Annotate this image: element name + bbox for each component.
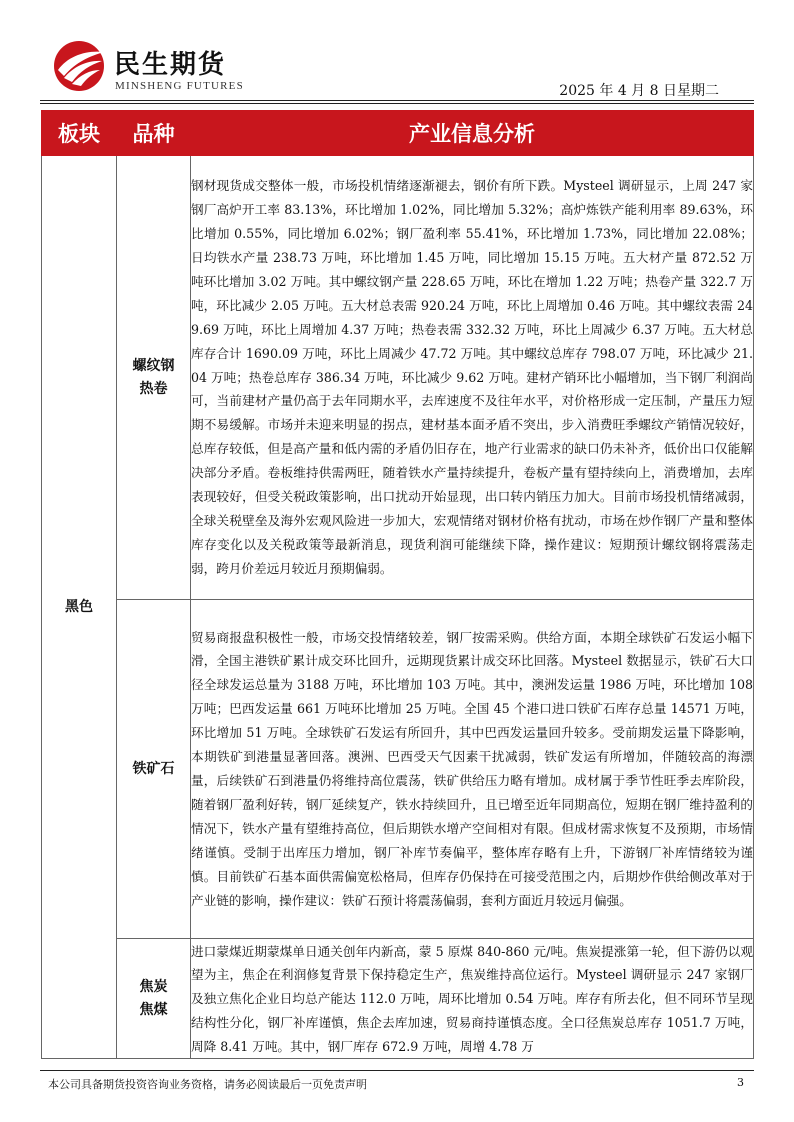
- variety-cell: [117, 939, 191, 1059]
- analysis-cell: [191, 156, 754, 600]
- table-row: [42, 156, 754, 600]
- analysis-cell: [191, 939, 754, 1059]
- table-header-row: [42, 111, 754, 156]
- header-divider: [40, 100, 754, 101]
- variety-label-secondary: 焦煤: [139, 1001, 168, 1018]
- analysis-cell: [191, 600, 754, 939]
- page-number: 3: [737, 1076, 744, 1089]
- column-header-sector: 板块: [42, 111, 117, 156]
- brand-name-en: MINSHENG FUTURES: [115, 80, 244, 92]
- report-date: 2025 年 4 月 8 日星期二: [559, 83, 719, 99]
- column-header-variety: 品种: [117, 111, 191, 156]
- minsheng-logo-icon: [50, 40, 108, 92]
- sector-label: 黑色: [65, 598, 93, 615]
- header-divider-secondary: [40, 103, 754, 104]
- industry-analysis-table: [41, 110, 754, 1059]
- table-row: [42, 939, 754, 1059]
- analysis-text: 进口蒙煤近期蒙煤单日通关创年内新高，蒙 5 原煤 840-860 元/吨。焦炭提涨第一轮，但下游仍以观望为主，焦企在利润修复背景下保持稳定生产，焦炭维持高位运行。Mysteel 调研显示 247 家钢厂及独立焦化企业日均总产能达 112.0 万吨，周环比增加 0.54 万吨。库存有所去化，但不同环节呈现结构性分化，钢厂补库谨慎，焦企去库加速，贸易商持谨慎态度。全口径焦炭总库存 1051.7 万吨，周降 8.41 万吨。其中，钢厂库存 672.9 万吨，周增 4.78 万: [191, 943, 753, 1055]
- variety-cell: [117, 156, 191, 600]
- sector-cell: [42, 156, 117, 1059]
- column-header-analysis: 产业信息分析: [191, 111, 754, 156]
- variety-cell: [117, 600, 191, 939]
- table-row: [42, 600, 754, 939]
- analysis-text: 钢材现货成交整体一般，市场投机情绪逐渐褪去，钢价有所下跌。Mysteel 调研显示，上周 247 家钢厂高炉开工率 83.13%，环比增加 1.02%，同比增加 5.32%；高炉炼铁产能利用率 89.63%，环比增加 0.55%，同比增加 6.02%；钢厂盈利率 55.41%，环比增加 1.73%，同比增加 22.08%；日均铁水产量 238.73 万吨，环比增加 1.45 万吨，同比增加 15.15 万吨。五大材产量 872.52 万吨环比增加 3.02 万吨。其中螺纹钢产量 228.65 万吨，环比在增加 1.22 万吨；热卷产量 322.7 万吨，环比减少 2.05 万吨。五大材总表需 920.24 万吨，环比上周增加 0.46 万吨。其中螺纹表需 249.69 万吨，环比上周增加 4.37 万吨；热卷表需 332.32 万吨，环比上周减少 6.37 万吨。五大材总库存合计 1690.09 万吨，环比上周减少 47.72 万吨。其中螺纹总库存 798.07 万吨，环比减少 21.04 万吨；热卷总库存 386.34 万吨，环比减少 9.62 万吨。建材产销环比小幅增加，当下钢厂利润尚可，当前建材产量仍高于去年同期水平，去库速度不及往年水平，对价格形成一定压制，产量压力短期不易缓解。市场并未迎来明显的拐点，建材基本面矛盾不突出，步入消费旺季螺纹产销情况较好，总库存较低，但是高产量和低内需的矛盾仍旧存在，地产行业需求的缺口仍未补齐，低价出口仅能解决部分矛盾。卷板维持供需两旺，随着铁水产量持续提升，卷板产量有望持续向上，消费增加，去库表现较好，但受关税政策影响，出口扰动开始显现，出口转内销压力加大。目前市场投机情绪减弱，全球关税壁垒及海外宏观风险进一步加大，宏观情绪对钢材价格有扰动，市场在炒作钢厂产量和整体库存变化以及关税政策等最新消息，现货利润可能继续下降，操作建议：短期预计螺纹钢将震荡走弱，跨月价差远月较近月预期偏弱。: [191, 178, 753, 576]
- variety-label-secondary: 热卷: [139, 380, 168, 397]
- variety-label: 焦炭: [139, 978, 168, 995]
- analysis-text: 贸易商报盘积极性一般，市场交投情绪较差，钢厂按需采购。供给方面，本期全球铁矿石发运小幅下滑，全国主港铁矿累计成交环比回升，远期现货累计成交环比回落。Mysteel 数据显示，铁矿石大口径全球发运总量为 3188 万吨，环比增加 103 万吨。其中，澳洲发运量 1986 万吨，环比增加 108 万吨；巴西发运量 661 万吨环比增加 25 万吨。全国 45 个港口进口铁矿石库存总量 14571 万吨，环比增加 51 万吨。全球铁矿石发运有所回升，其中巴西发运量回升较多。受前期发运量下降影响，本期铁矿到港量显著回落。澳洲、巴西受天气因素干扰减弱，铁矿发运有所增加，伴随较高的海漂量，后续铁矿石到港量仍将维持高位震荡，铁矿供给压力略有增加。成材属于季节性旺季去库阶段，随着钢厂盈利好转，钢厂延续复产，铁水持续回升，且已增至近年同期高位，短期在钢厂维持盈利的情况下，铁水产量有望维持高位，但后期铁水增产空间相对有限。但成材需求恢复不及预期，市场情绪谨慎。受制于出库压力增加，钢厂补库节奏偏平，整体库存略有上升，下游钢厂补库情绪较为谨慎。目前铁矿石基本面供需偏宽松格局，但库存仍保持在可接受范围之内，后期炒作供给侧改革对于产业链的影响，操作建议：铁矿石预计将震荡偏弱，套利方面近月较远月偏强。: [191, 629, 753, 908]
- brand-name-cn: 民生期货: [114, 50, 227, 80]
- variety-label: 铁矿石: [132, 760, 175, 777]
- footer-disclaimer: 本公司具备期货投资咨询业务资格，请务必阅读最后一页免责声明: [48, 1078, 367, 1091]
- variety-label: 螺纹钢: [132, 357, 175, 374]
- footer-divider: [40, 1070, 754, 1071]
